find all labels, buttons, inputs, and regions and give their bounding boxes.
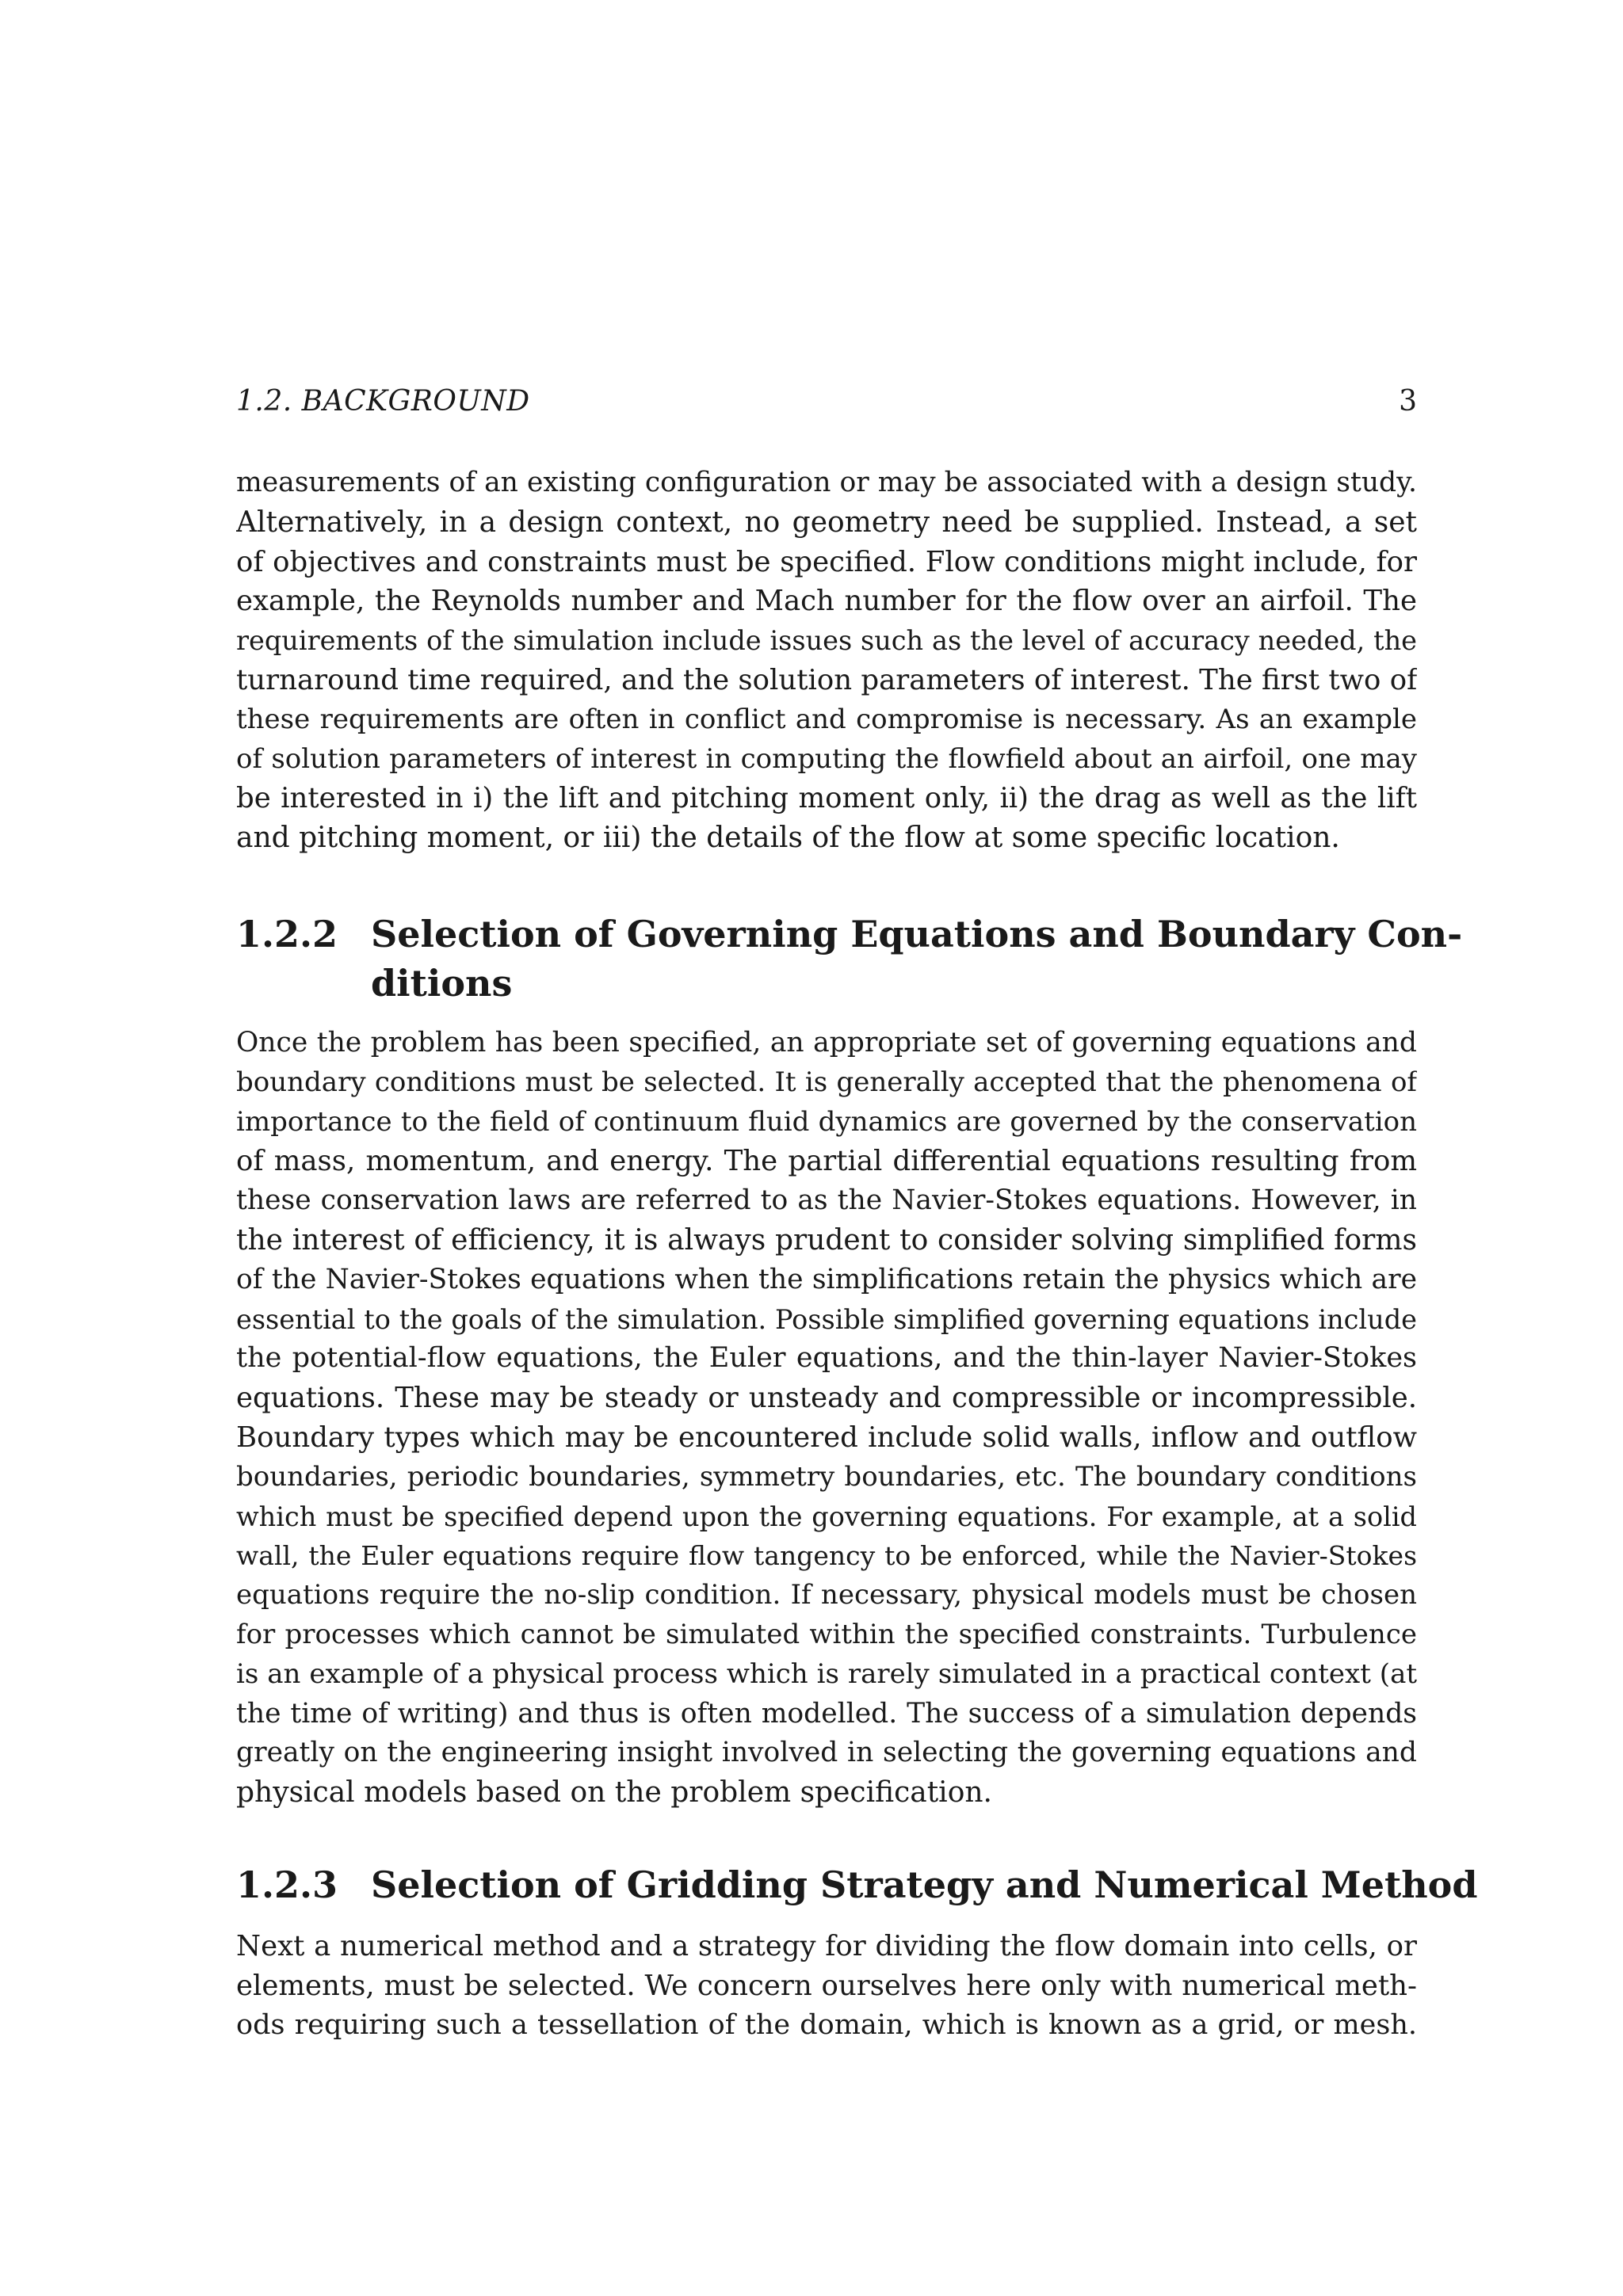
section-title-text (371, 910, 1463, 1008)
text-line: these conservation laws are referred to as the Navier-Stokes equations. However, in (236, 1184, 1417, 1217)
text-line: ods requiring such a tessellation of the domain, which is known as a grid, or mesh. (236, 2008, 1417, 2041)
section-title-line: Selection of Gridding Strategy and Numerical Method (371, 1863, 1478, 1906)
text-line: Alternatively, in a design context, no geometry need be supplied. Instead, a set (236, 505, 1417, 539)
text-line: importance to the field of continuum fluid dynamics are governed by the conservation (236, 1105, 1417, 1138)
text-line: requirements of the simulation include issues such as the level of accuracy needed, the (236, 625, 1417, 657)
text-line: be interested in i) the lift and pitching moment only, ii) the drag as well as the lift (236, 782, 1417, 815)
text-line: Boundary types which may be encountered include solid walls, inflow and outflow (236, 1421, 1417, 1454)
section-1-2-2-paragraph (236, 1024, 1417, 1813)
section-title-line: Selection of Governing Equations and Boundary Con- (371, 913, 1463, 955)
paragraph-text (236, 463, 1417, 858)
text-line: greatly on the engineering insight involved in selecting the governing equations and (236, 1737, 1417, 1769)
text-line: these requirements are often in conflict and compromise is necessary. As an example (236, 703, 1417, 735)
text-line: of the Navier-Stokes equations when the simplifications retain the physics which are (236, 1263, 1417, 1295)
section-heading-1-2-2 (236, 910, 1463, 1008)
text-line: the time of writing) and thus is often modelled. The success of a simulation depends (236, 1697, 1417, 1730)
text-line: boundary conditions must be selected. It is generally accepted that the phenomena of (236, 1066, 1417, 1098)
text-line: elements, must be selected. We concern ourselves here only with numerical meth- (236, 1969, 1417, 2002)
text-line: the interest of efficiency, it is always prudent to consider solving simplified forms (236, 1223, 1417, 1257)
text-line: Next a numerical method and a strategy for dividing the flow domain into cells, or (236, 1930, 1417, 1962)
text-line: physical models based on the problem specification. (236, 1776, 992, 1810)
text-line: the potential-flow equations, the Euler equations, and the thin-layer Navier-Stokes (236, 1342, 1417, 1375)
text-line: and pitching moment, or iii) the details of the flow at some specific location. (236, 822, 1340, 855)
section-number: 1.2.3 (236, 1863, 338, 1906)
section-title-line: ditions (371, 962, 513, 1005)
text-line: measurements of an existing configuration or may be associated with a design study. (236, 467, 1417, 498)
section-1-2-3-paragraph (236, 1927, 1417, 2045)
text-line: of solution parameters of interest in computing the flowfield about an airfoil, one may (236, 742, 1417, 775)
text-line: equations. These may be steady or unsteady and compressible or incompressible. (236, 1382, 1417, 1415)
section-heading-1-2-3 (236, 1860, 1478, 1909)
text-line: of mass, momentum, and energy. The partial differential equations resulting from (236, 1145, 1417, 1178)
running-head-title: 1.2. BACKGROUND (236, 385, 530, 418)
text-line: is an example of a physical process which is rarely simulated in a practical context (at (236, 1657, 1417, 1690)
text-line: example, the Reynolds number and Mach number for the flow over an airfoil. The (236, 585, 1417, 618)
text-line: equations require the no-slip condition. If necessary, physical models must be chosen (236, 1579, 1417, 1611)
text-line: which must be specified depend upon the governing equations. For example, at a solid (236, 1501, 1417, 1532)
text-line: wall, the Euler equations require flow tangency to be enforced, while the Navier-Stokes (236, 1540, 1417, 1572)
section-title (236, 910, 1463, 1008)
document-page (236, 0, 1478, 2296)
section-number: 1.2.2 (236, 913, 338, 955)
paragraph-text (236, 1927, 1417, 2045)
text-line: for processes which cannot be simulated within the specified constraints. Turbulence (236, 1618, 1417, 1650)
page-number: 3 (1399, 385, 1417, 418)
paragraph-text (236, 1024, 1417, 1813)
text-line: of objectives and constraints must be specified. Flow conditions might include, for (236, 545, 1417, 578)
text-line: boundaries, periodic boundaries, symmetry boundaries, etc. The boundary conditions (236, 1460, 1417, 1493)
text-line: turnaround time required, and the solution parameters of interest. The first two of (236, 663, 1417, 696)
intro-paragraph (236, 463, 1417, 858)
text-line: essential to the goals of the simulation. Possible simplified governing equations include (236, 1303, 1417, 1335)
running-head (236, 382, 1417, 421)
section-title (236, 1860, 1478, 1909)
section-title-text (371, 1860, 1478, 1909)
text-line: Once the problem has been specified, an appropriate set of governing equations and (236, 1027, 1417, 1058)
